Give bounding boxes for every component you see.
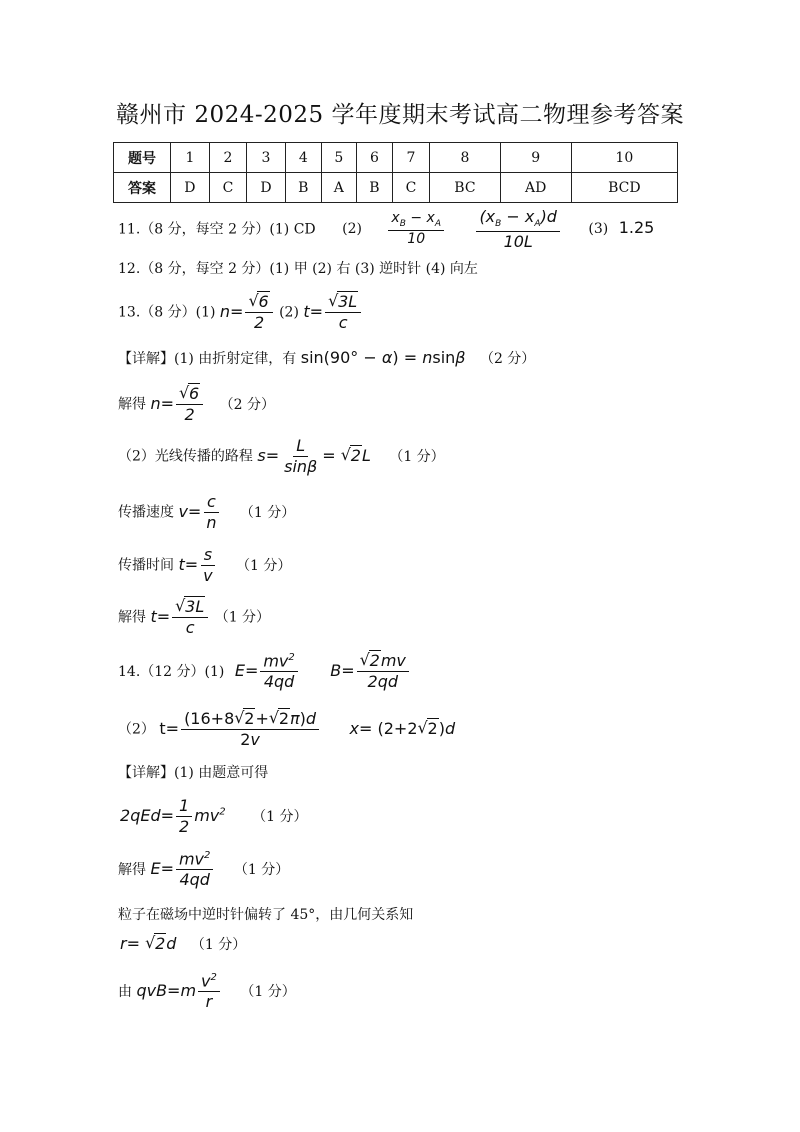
q11-part2-label: (2) <box>342 221 362 238</box>
table-header-number: 题号 <box>114 143 171 173</box>
table-row-answers <box>114 173 678 203</box>
q14-detail-line: 【详解】(1) 由题意可得 <box>118 765 269 781</box>
q14-score: （1 分） <box>252 808 308 825</box>
table-header-answer: 答案 <box>114 173 171 203</box>
q13-solve-n-formula: n= √ $\frac{6}{2}$ <box>150 394 205 413</box>
answer-cell: B <box>285 173 321 203</box>
q14-score: （1 分） <box>190 937 247 953</box>
q13-score: （2 分） <box>219 396 275 413</box>
q13-detail-line <box>118 350 535 366</box>
q13-speed-line <box>118 493 295 531</box>
q11-formula-2: $\frac{(x_B - x_A)d}{10L}$ <box>476 208 560 251</box>
answer-cell: A <box>321 173 356 203</box>
q14-part2-label: （2） <box>118 721 155 738</box>
q14-solve-e-formula: E= $\frac{mv^2}{4qd}$ <box>150 859 215 878</box>
q13-solve-t-line <box>118 598 270 636</box>
q11-answer-3: 1.25 <box>618 218 655 238</box>
q13-part2-label: (2) <box>279 304 299 321</box>
question-number: 4 <box>285 143 321 173</box>
q11-formula-1: $\frac{x_B - x_A}{10}$ <box>388 211 444 248</box>
question-number: 2 <box>209 143 246 173</box>
q14-from-label: 由 <box>118 983 132 1000</box>
q13-path-formula: s= $\frac{L}{\sin\beta}$ = √ 2L <box>257 446 371 465</box>
answer-cell: BCD <box>571 173 677 203</box>
answer-cell: B <box>357 173 393 203</box>
q13-line <box>118 293 363 331</box>
answer-cell: D <box>247 173 286 203</box>
q13-time-line <box>118 546 291 584</box>
q13-solve-label: 解得 <box>118 396 146 413</box>
q12-line: 12.（8 分，每空 2 分）(1) 甲 (2) 右 (3) 逆时针 (4) 向左 <box>118 261 478 277</box>
q13-score: （1 分） <box>214 609 271 626</box>
question-number: 5 <box>321 143 356 173</box>
q14-rotation-line: 粒子在磁场中逆时针偏转了 45°，由几何关系知 <box>118 907 414 923</box>
q13-solve-label: 解得 <box>118 609 146 626</box>
q14-solve-e-line <box>118 850 289 889</box>
q14-force-line <box>118 972 296 1011</box>
q14-formula-e: E= $\frac{mv^2}{4qd}$ <box>235 661 300 680</box>
q13-score: （1 分） <box>236 557 292 574</box>
q14-formula-time: t= $\frac{(16+8√ 2+√ 2\pi)d}{2v}$ <box>159 719 321 738</box>
q14-score: （1 分） <box>233 861 290 878</box>
q14-line <box>118 652 411 691</box>
question-number: 10 <box>571 143 677 173</box>
table-row-numbers <box>114 143 678 173</box>
q13-prefix: 13.（8 分）(1) <box>118 304 216 321</box>
q13-part2-prefix: （2）光线传播的路程 <box>118 448 253 465</box>
q13-score: （2 分） <box>479 351 536 367</box>
answer-cell: C <box>392 173 429 203</box>
q13-time-formula: t= $\frac{s}{v}$ <box>178 555 217 574</box>
q14-prefix: 14.（12 分）(1) <box>118 663 225 680</box>
question-number: 1 <box>171 143 210 173</box>
q13-formula-t: t= √ $\frac{3L}{c}$ <box>303 302 363 321</box>
q14-force-formula: qvB=m $\frac{v^2}{r}$ <box>136 981 221 1000</box>
q14-radius-formula: r= √ 2d <box>120 934 176 953</box>
question-number: 7 <box>392 143 429 173</box>
question-number: 8 <box>430 143 501 173</box>
q13-path-line <box>118 437 445 475</box>
question-number: 6 <box>357 143 393 173</box>
page-title: 赣州市 2024-2025 学年度期末考试高二物理参考答案 <box>116 102 684 128</box>
q13-solve-t-formula: t= √ $\frac{3L}{c}$ <box>150 607 210 626</box>
q13-score: （1 分） <box>239 504 296 521</box>
q14-part2-line <box>118 710 455 748</box>
question-number: 3 <box>247 143 286 173</box>
question-number: 9 <box>500 143 571 173</box>
answer-cell: C <box>209 173 246 203</box>
q13-speed-formula: v= $\frac{c}{n}$ <box>178 502 221 521</box>
answer-cell: AD <box>500 173 571 203</box>
q13-formula-n: n= √ $\frac{6}{2}$ <box>220 302 275 321</box>
answer-cell: BC <box>430 173 501 203</box>
q14-energy-formula: 2qEd= $\frac{1}{2}$ $mv^2$ <box>120 796 226 836</box>
q13-time-label: 传播时间 <box>118 557 174 574</box>
q14-formula-x: x= (2+2√ 2)d <box>350 719 456 738</box>
q11-prefix: 11.（8 分，每空 2 分）(1) CD <box>118 221 316 238</box>
q13-speed-label: 传播速度 <box>118 504 174 521</box>
q11-part3-label: (3) <box>588 221 609 238</box>
answer-table <box>113 142 678 203</box>
q13-solve-n-line <box>118 385 275 423</box>
q13-detail-prefix: 【详解】(1) 由折射定律，有 <box>118 351 297 367</box>
q14-radius-line <box>120 936 246 952</box>
q11-line <box>118 208 654 251</box>
q13-score: （1 分） <box>389 448 445 465</box>
q14-score: （1 分） <box>240 983 296 1000</box>
q14-formula-b: B= √ $\frac{2mv}{2qd}$ <box>330 661 411 680</box>
q14-energy-line <box>120 797 307 835</box>
q14-solve-label: 解得 <box>118 861 146 878</box>
q13-snell-formula: sin(90° − α) = nsinβ <box>300 348 466 367</box>
answer-cell: D <box>171 173 210 203</box>
